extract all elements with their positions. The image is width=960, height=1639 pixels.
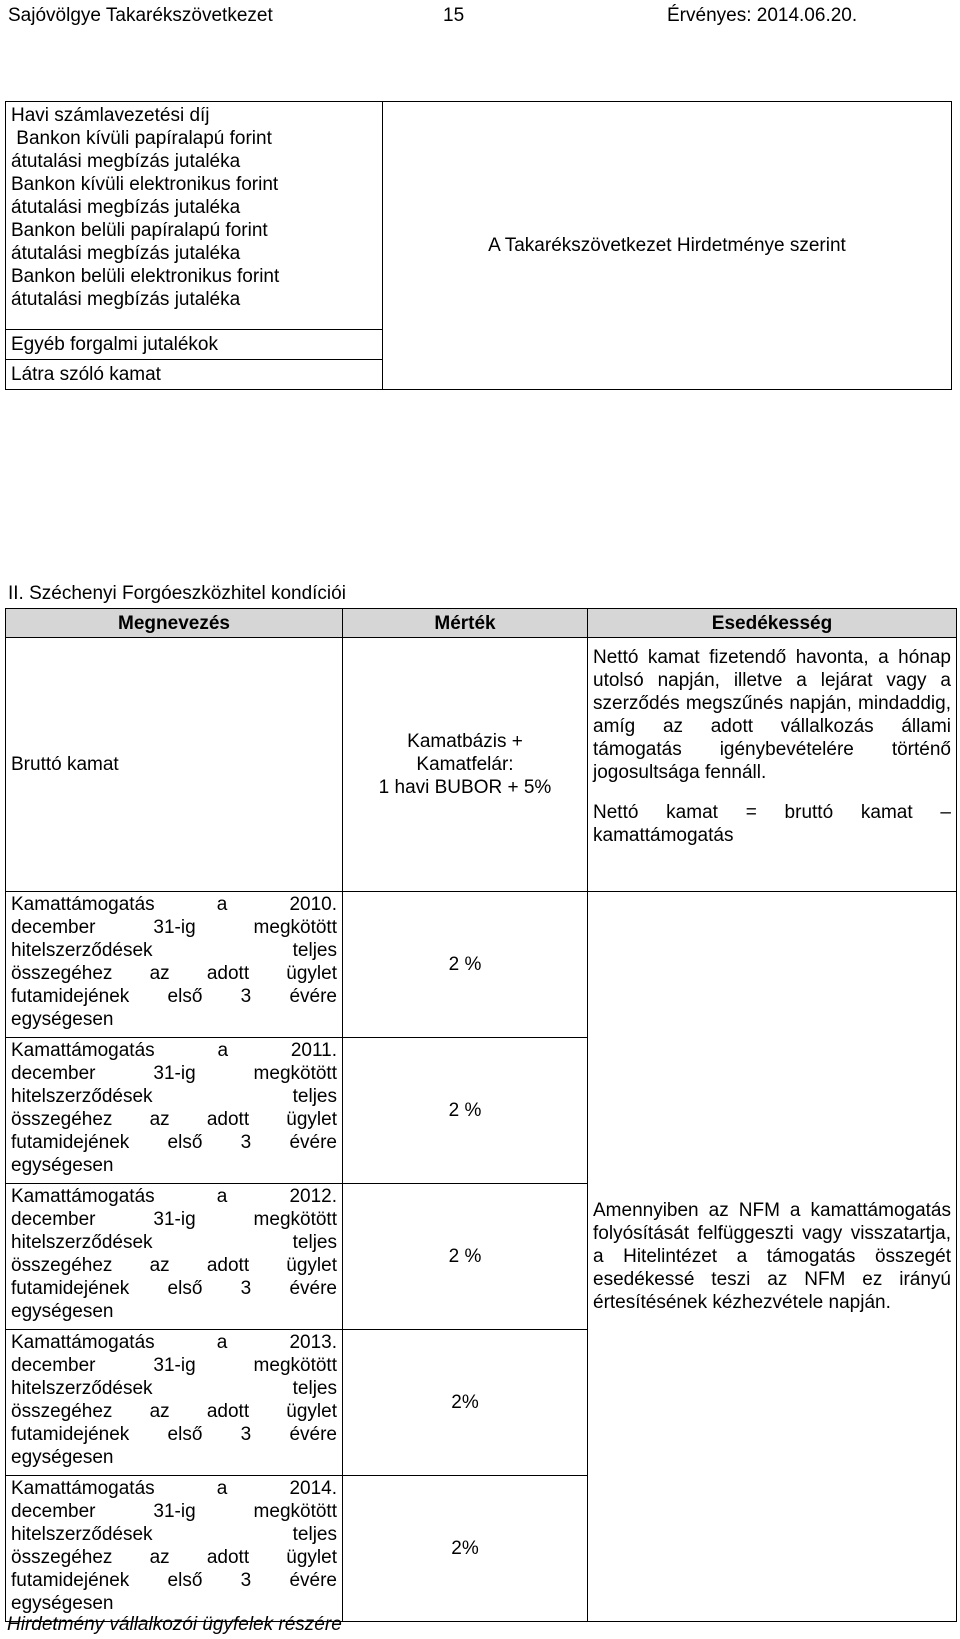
- section-title: II. Széchenyi Forgóeszközhitel kondíciói: [8, 583, 346, 604]
- subsidy-2011-rate: 2 %: [343, 1038, 588, 1184]
- header-due: Esedékesség: [588, 609, 957, 638]
- gross-interest-due: [588, 638, 957, 892]
- other-fees-label: Egyéb forgalmi jutalékok: [11, 334, 218, 355]
- gross-interest-rate: Kamatbázis + Kamatfelár: 1 havi BUBOR + 5%: [343, 638, 588, 892]
- sight-interest-cell: [6, 360, 383, 390]
- subsidy-2014-name: Kamattámogatás a 2014. december 31-ig megkötött hitelszerződések teljes összegéhez az adott ügylet futamidejének első 3 évére egységesen: [6, 1476, 343, 1622]
- subsidy-2011-name: Kamattámogatás a 2011. december 31-ig megkötött hitelszerződések teljes összegéhez az adott ügylet futamidejének első 3 évére egységesen: [6, 1038, 343, 1184]
- subsidy-2013-name: Kamattámogatás a 2013. december 31-ig megkötött hitelszerződések teljes összegéhez az adott ügylet futamidejének első 3 évére egységesen: [6, 1330, 343, 1476]
- subsidy-2012-name: Kamattámogatás a 2012. december 31-ig megkötött hitelszerződések teljes összegéhez az adott ügylet futamidejének első 3 évére egységesen: [6, 1184, 343, 1330]
- other-fees-cell: [6, 330, 383, 360]
- fees-reference: A Takarékszövetkezet Hirdetménye szerint: [488, 235, 846, 256]
- net-interest-text: Nettó kamat = bruttó kamat – kamattámogatás: [593, 802, 951, 846]
- subsidy-2014-rate: 2%: [343, 1476, 588, 1622]
- fee-line: átutalási megbízás jutaléka: [11, 243, 241, 264]
- header-name: Megnevezés: [6, 609, 343, 638]
- page-footer: Hirdetmény vállalkozói ügyfelek részére: [7, 1614, 342, 1635]
- fee-line: átutalási megbízás jutaléka: [11, 197, 241, 218]
- conditions-table: [5, 608, 957, 1622]
- header-rate: Mérték: [343, 609, 588, 638]
- fees-list-cell: [6, 102, 383, 330]
- fee-line: Bankon kívüli papíralapú forint: [11, 128, 272, 149]
- fees-right-cell: [383, 102, 952, 390]
- sight-interest-label: Látra szóló kamat: [11, 364, 161, 385]
- fee-line: átutalási megbízás jutaléka: [11, 151, 241, 172]
- subsidy-2010-rate: 2 %: [343, 892, 588, 1038]
- fee-line: Havi számlavezetési díj: [11, 105, 210, 126]
- subsidy-due-cell: [588, 892, 957, 1622]
- fee-line: átutalási megbízás jutaléka: [11, 289, 241, 310]
- subsidy-2013-rate: 2%: [343, 1330, 588, 1476]
- subsidy-2012-rate: 2 %: [343, 1184, 588, 1330]
- subsidy-2010-name: Kamattámogatás a 2010. december 31-ig megkötött hitelszerződések teljes összegéhez az adott ügylet futamidejének első 3 évére egységesen: [6, 892, 343, 1038]
- valid-date: Érvényes: 2014.06.20.: [667, 5, 858, 26]
- page-number: 15: [443, 5, 465, 26]
- fees-table: [5, 101, 952, 390]
- fee-line: Bankon kívüli elektronikus forint: [11, 174, 279, 195]
- company-name: Sajóvölgye Takarékszövetkezet: [8, 5, 273, 26]
- gross-interest-name: Bruttó kamat: [6, 638, 343, 892]
- nfm-text: Amennyiben az NFM a kamattámogatás folyósítását felfüggeszti vagy visszatartja, a Hitelintézet a támogatás összegét esedékessé teszi az NFM ez irányú értesítésének kézhezvétele napján.: [593, 1200, 951, 1313]
- gross-due-text: Nettó kamat fizetendő havonta, a hónap utolsó napján, illetve a lejárat vagy a szerződés megszűnés napján, mindaddig, amíg az adott vállalkozás állami támogatás igénybevételére történő jogosultsága fennáll.: [593, 647, 951, 783]
- fee-line: Bankon belüli papíralapú forint: [11, 220, 268, 241]
- fee-line: Bankon belüli elektronikus forint: [11, 266, 280, 287]
